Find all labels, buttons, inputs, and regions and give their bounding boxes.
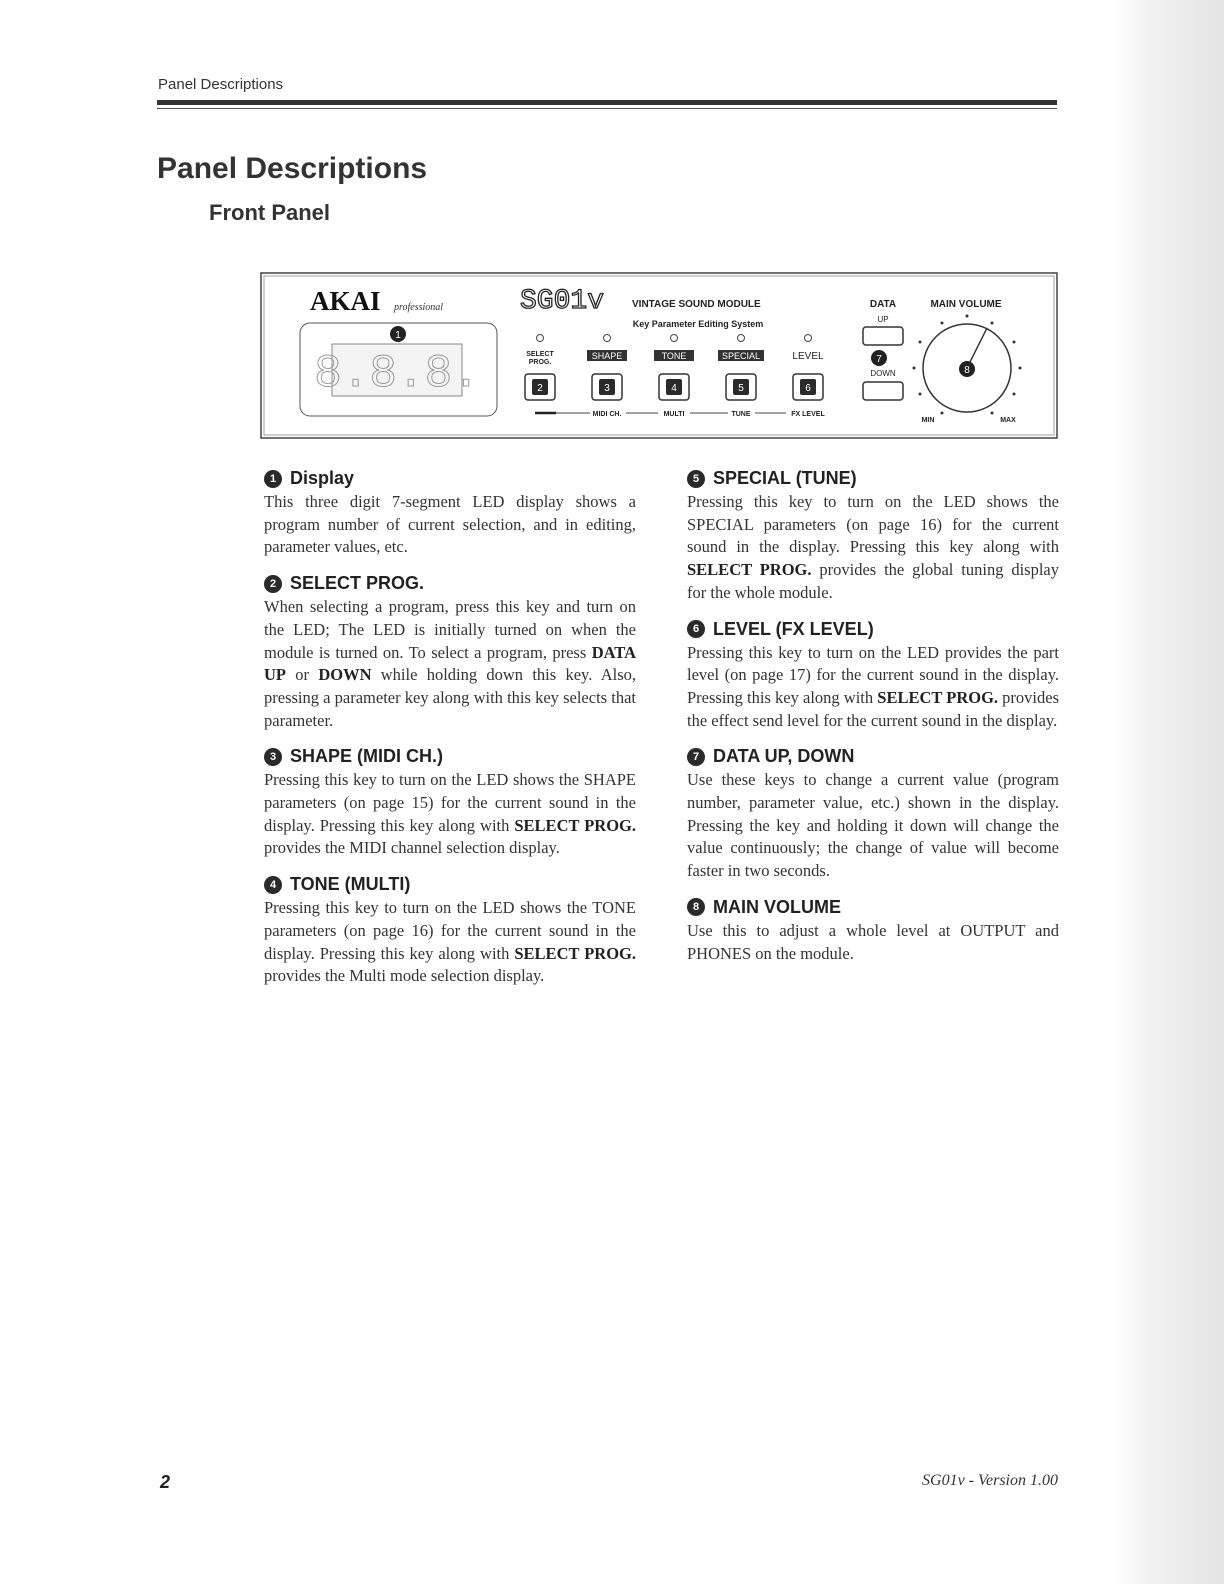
section-heading: TONE (MULTI): [290, 874, 411, 895]
section-heading: MAIN VOLUME: [713, 896, 841, 917]
led-digits: 8.8.8.: [314, 348, 480, 400]
svg-text:LEVEL: LEVEL: [792, 351, 824, 362]
svg-text:3: 3: [604, 383, 610, 394]
section-number-badge: 6: [687, 620, 705, 638]
section-body: When selecting a program, press this key and turn on the LED; The LED is initially turned on when the module is turned on. To select a program, press DATA UP or DOWN while holding down this key. Also, pressing a parameter key along with this key selects that parameter.: [264, 597, 636, 730]
section-number-badge: 8: [687, 898, 705, 916]
data-up-button[interactable]: [863, 327, 903, 345]
section-data-up-down: [687, 746, 1059, 883]
left-column: [264, 468, 636, 1002]
section-tone: [264, 874, 636, 988]
svg-text:6: 6: [805, 383, 811, 394]
svg-text:MULTI: MULTI: [663, 411, 685, 418]
min-label: MIN: [921, 417, 935, 424]
svg-text:SPECIAL: SPECIAL: [721, 351, 761, 361]
callout-1-number: 1: [395, 330, 401, 341]
section-body: Pressing this key to turn on the LED provides the part level (on page 17) for the current sound in the display. Pressing this key along with SELECT PROG. provides the effect send level for the current sound in the display.: [687, 642, 1059, 730]
model-name: SG01v: [520, 286, 605, 317]
data-label: DATA: [869, 299, 897, 310]
section-heading: DATA UP, DOWN: [713, 746, 855, 767]
section-heading: SELECT PROG.: [290, 573, 425, 594]
section-number-badge: 3: [264, 748, 282, 766]
max-label: MAX: [1000, 417, 1016, 424]
down-label: DOWN: [870, 369, 896, 378]
svg-text:SELECT: SELECT: [526, 351, 554, 358]
model-description: VINTAGE SOUND MODULE: [632, 299, 761, 310]
section-number-badge: 5: [687, 470, 705, 488]
right-column: [687, 468, 1059, 979]
svg-text:FX LEVEL: FX LEVEL: [791, 411, 825, 418]
main-volume-label: MAIN VOLUME: [930, 299, 1002, 310]
section-number-badge: 4: [264, 876, 282, 894]
callout-7-number: 7: [876, 354, 882, 365]
svg-text:2: 2: [537, 383, 543, 394]
svg-text:4: 4: [671, 383, 677, 394]
section-body: Use these keys to change a current value (program number, parameter value, etc.) shown in the display. Pressing the key and holding it down will change the value continuously; the change of value will become faster in two seconds.: [687, 770, 1059, 881]
section-level: [687, 619, 1059, 733]
section-number-badge: 2: [264, 575, 282, 593]
section-number-badge: 1: [264, 470, 282, 488]
section-heading: Display: [290, 468, 355, 488]
section-select-prog: [264, 573, 636, 732]
data-down-button[interactable]: [863, 382, 903, 400]
svg-text:SHAPE: SHAPE: [591, 351, 623, 361]
svg-text:PROG.: PROG.: [528, 359, 552, 366]
svg-text:TONE: TONE: [661, 351, 687, 361]
svg-text:TUNE: TUNE: [731, 411, 751, 418]
header-rule-thick: [157, 100, 1057, 105]
section-main-volume: [687, 897, 1059, 965]
callout-8-number: 8: [964, 365, 970, 376]
section-display: [264, 468, 636, 559]
svg-text:5: 5: [738, 383, 744, 394]
page-number: 2: [160, 1472, 171, 1492]
section-heading: SHAPE (MIDI CH.): [290, 746, 443, 767]
section-body: Pressing this key to turn on the LED shows the SPECIAL parameters (on page 16) for the current sound in the display. Pressing this key along with SELECT PROG. provides the global tuning display for the whole module.: [687, 492, 1059, 602]
version-footer: SG01v - Version 1.00: [922, 1472, 1058, 1489]
section-special: [687, 468, 1059, 605]
section-heading: LEVEL (FX LEVEL): [713, 618, 874, 639]
brand-sub: professional: [394, 302, 444, 313]
front-panel-illustration: [260, 272, 1058, 439]
header-rule-thin: [157, 108, 1057, 109]
running-header: Panel Descriptions: [158, 76, 284, 93]
section-subtitle: Front Panel: [209, 200, 331, 225]
section-number-badge: 7: [687, 748, 705, 766]
page-edge-shadow: [1114, 0, 1224, 1584]
section-body: Pressing this key to turn on the LED shows the SHAPE parameters (on page 15) for the current sound in the display. Pressing this key along with SELECT PROG. provides the MIDI channel selection display.: [264, 770, 636, 858]
section-heading: SPECIAL (TUNE): [713, 468, 857, 488]
section-body: This three digit 7-segment LED display shows a program number of current selection, and in editing, parameter values, etc.: [264, 492, 636, 557]
section-shape: [264, 746, 636, 860]
up-label: UP: [877, 315, 889, 324]
page-title: Panel Descriptions: [157, 152, 428, 185]
svg-text:MIDI CH.: MIDI CH.: [592, 411, 622, 418]
section-body: Use this to adjust a whole level at OUTPUT and PHONES on the module.: [687, 920, 1059, 963]
section-body: Pressing this key to turn on the LED shows the TONE parameters (on page 16) for the current sound in the display. Pressing this key along with SELECT PROG. provides the Multi mode selection display.: [264, 898, 636, 986]
brand-logo: AKAI: [310, 286, 381, 316]
key-system-label: Key Parameter Editing System: [632, 319, 764, 329]
